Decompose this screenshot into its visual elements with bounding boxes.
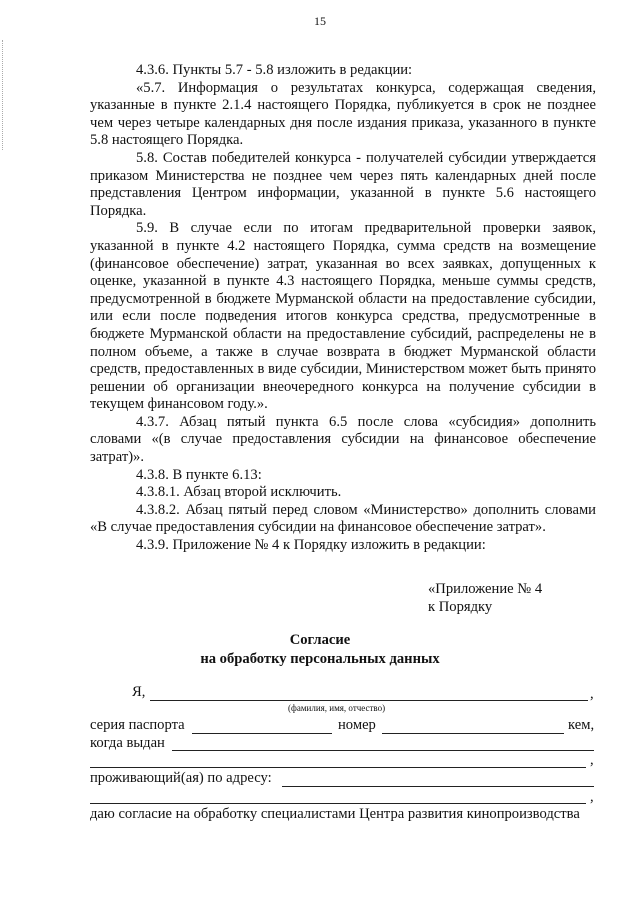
appendix-heading [428, 580, 542, 616]
full-name-line [150, 700, 588, 701]
passport-number-line [382, 733, 564, 734]
appendix-line-1: «Приложение № 4 [428, 581, 543, 597]
i-label: Я, [132, 684, 146, 700]
paragraph-5-8: 5.8. Состав победителей конкурса - получателей субсидии утверждается приказом Министерства не позднее чем через пять календарных дней после представления Центром информации, указанной в пункте 5.6 настоящего Порядка. [90, 149, 596, 219]
issued-continuation-line [90, 767, 586, 768]
amendments-text [90, 62, 596, 555]
address-line [282, 786, 594, 787]
passport-series-label: серия паспорта [90, 717, 185, 733]
issued-by-label: кем, [568, 717, 595, 733]
address-comma: , [590, 789, 594, 805]
consent-title: Согласие [289, 632, 351, 648]
scan-edge-marks [2, 40, 5, 150]
paragraph-4-3-8-2: 4.3.8.2. Абзац пятый перед словом «Министерство» дополнить словами «В случае предоставления субсидии на финансовое обеспечение затрат». [90, 501, 596, 536]
paragraph-4-3-8: 4.3.8. В пункте 6.13: [136, 466, 262, 483]
issued-when-label: когда выдан [90, 735, 165, 751]
passport-series-line [192, 733, 332, 734]
page-number: 15 [314, 14, 326, 28]
full-name-hint: (фамилия, имя, отчество) [288, 703, 386, 713]
issued-comma: , [590, 752, 594, 768]
paragraph-4-3-9: 4.3.9. Приложение № 4 к Порядку изложить в редакции: [136, 537, 486, 554]
consent-subtitle: на обработку персональных данных [200, 651, 440, 667]
address-label: проживающий(ая) по адресу: [90, 770, 272, 786]
paragraph-5-9: 5.9. В случае если по итогам предварительной проверки заявок, указанной в пункте 4.2 настоящего Порядка, сумма средств на возмещение (финансовое обеспечение) затрат, указанная во всех заявках, допущенных к оценке, указанной в пункте 4.3 настоящего Порядка, меньше суммы средств, предусмотренной в бюджете Мурманской области на предоставление субсидии, или если после подведения итогов конкурса средства, предусмотренные в бюджете Мурманской области на предоставление субсидий, распределены не в полном объеме, а также в случае возврата в бюджет Мурманской области средств, предоставленных в виде субсидии, Министерством может быть принято решении об организации внеочередного конкурса на получение субсидии в текущем финансовом году.». [90, 220, 596, 413]
paragraph-5-7: «5.7. Информация о результатах конкурса, содержащая сведения, указанные в пункте 2.1.4 настоящего Порядка, публикуется в срок не позднее чем через четыре календарных дня после издания приказа, указанного в пункте 5.8 настоящего Порядка. [90, 79, 596, 149]
paragraph-4-3-7: 4.3.7. Абзац пятый пункта 6.5 после слова «субсидия» дополнить словами «(в случае предоставления субсидии на финансовое обеспечение затрат)». [90, 413, 596, 466]
issued-when-line [172, 750, 594, 751]
paragraph-4-3-8-1: 4.3.8.1. Абзац второй исключить. [136, 484, 342, 501]
paragraph-4-3-6: 4.3.6. Пункты 5.7 - 5.8 изложить в редакции: [136, 62, 413, 78]
passport-number-label: номер [338, 717, 376, 733]
consent-text: даю согласие на обработку специалистами Центра развития кинопроизводства [90, 806, 580, 822]
name-comma: , [590, 686, 594, 702]
appendix-line-2: к Порядку [428, 599, 493, 615]
address-continuation-line [90, 803, 586, 804]
